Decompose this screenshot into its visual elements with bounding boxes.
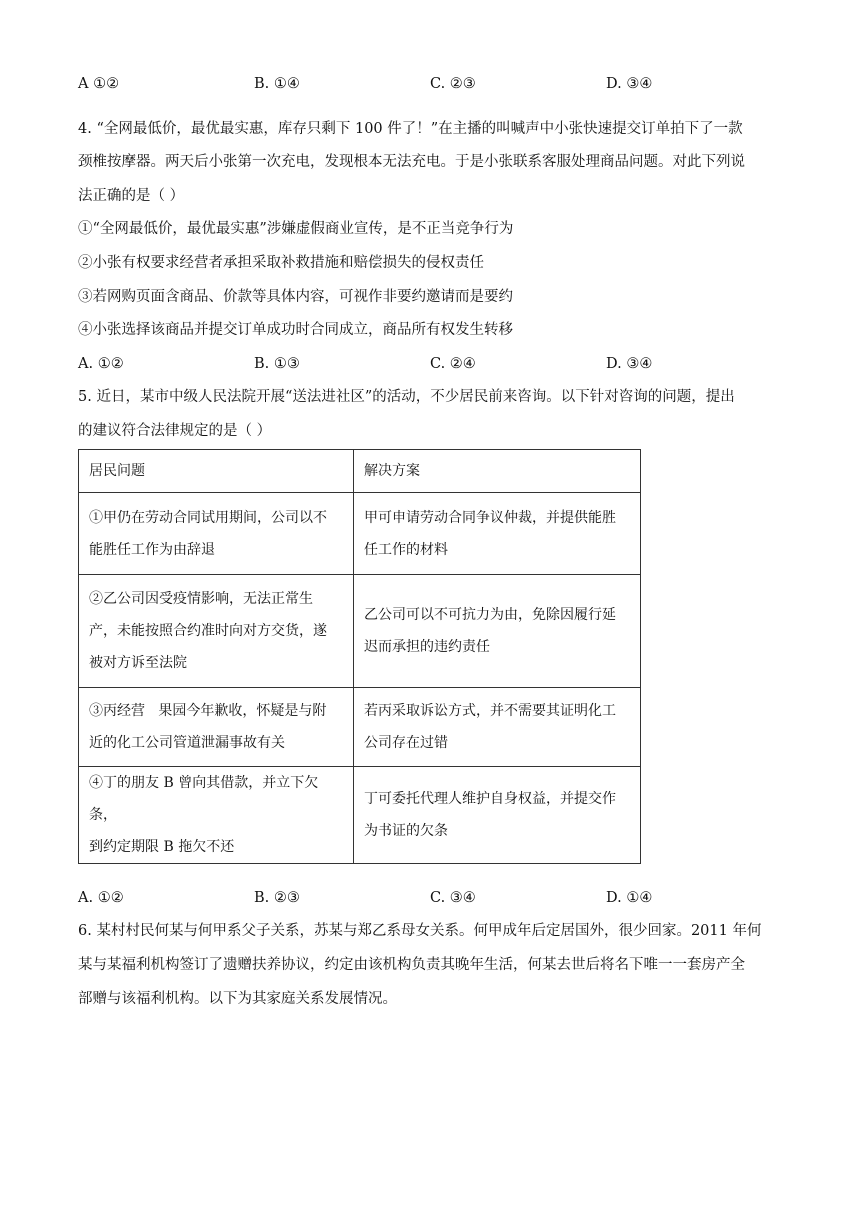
q4-statement-3: ③若网购页面含商品、价款等具体内容，可视作非要约邀请而是要约	[78, 289, 513, 305]
q3-option-c: C. ②③	[430, 76, 476, 92]
solution-cell	[354, 688, 641, 767]
cell-line: 乙公司可以不可抗力为由，免除因履行延	[364, 607, 616, 623]
q4-statement-4: ④小张选择该商品并提交订单成功时合同成立，商品所有权发生转移	[78, 322, 513, 338]
cell-line: 若丙采取诉讼方式，并不需要其证明化工	[364, 703, 616, 719]
cell-line: 到约定期限 B 拖欠不还	[89, 839, 235, 855]
cell-line: ④丁的朋友 B 曾向其借款，并立下欠条，	[89, 775, 319, 823]
cell-line: ②乙公司因受疫情影响，无法正常生	[89, 591, 313, 607]
table-header-row	[79, 450, 641, 493]
table-row	[79, 767, 641, 864]
legal-advice-table	[78, 449, 641, 864]
solution-cell	[354, 575, 641, 688]
q4-option-c: C. ②④	[430, 356, 476, 372]
cell-line: 近的化工公司管道泄漏事故有关	[89, 735, 285, 751]
problem-cell	[79, 767, 354, 864]
cell-line: ①甲仍在劳动合同试用期间，公司以不	[89, 509, 327, 526]
problem-cell	[79, 493, 354, 575]
table-header-problem: 居民问题	[79, 450, 354, 493]
q4-statement-2: ②小张有权要求经营者承担采取补救措施和赔偿损失的侵权责任	[78, 255, 484, 271]
q5-option-d: D. ①④	[606, 890, 653, 906]
solution-cell	[354, 493, 641, 575]
q4-stem-line: 4. “全网最低价，最优最实惠，库存只剩下 100 件了！”在主播的叫喊声中小张快速提交订单拍下了一款	[78, 121, 743, 137]
solution-cell	[354, 767, 641, 864]
q4-statement-1: ①“全网最低价，最优最实惠”涉嫌虚假商业宣传，是不正当竞争行为	[78, 221, 514, 237]
problem-cell	[79, 575, 354, 688]
cell-line: ③丙经营 果园今年歉收，怀疑是与附	[89, 703, 327, 719]
cell-line: 任工作的材料	[364, 541, 448, 558]
q5-option-b: B. ②③	[254, 890, 300, 906]
q3-option-a: A ①②	[78, 76, 120, 92]
table-header-solution: 解决方案	[354, 450, 641, 493]
problem-cell	[79, 688, 354, 767]
table-row	[79, 688, 641, 767]
cell-line: 公司存在过错	[364, 735, 448, 751]
cell-line: 产，未能按照合约准时向对方交货，遂	[89, 623, 327, 639]
q6-stem-line: 某与某福利机构签订了遗赠扶养协议，约定由该机构负责其晚年生活，何某去世后将名下唯一一套房产全	[78, 957, 745, 973]
table-row	[79, 575, 641, 688]
cell-line: 丁可委托代理人维护自身权益，并提交作	[364, 791, 616, 807]
cell-line: 迟而承担的违约责任	[364, 639, 490, 655]
q5-option-a: A. ①②	[78, 890, 124, 906]
q6-stem-line: 部赠与该福利机构。以下为其家庭关系发展情况。	[78, 991, 397, 1007]
q5-option-c: C. ③④	[430, 890, 476, 906]
q4-option-a: A. ①②	[78, 356, 124, 372]
q4-option-d: D. ③④	[606, 356, 653, 372]
q3-option-d: D. ③④	[606, 76, 653, 92]
q4-option-b: B. ①③	[254, 356, 300, 372]
cell-line: 能胜任工作为由辞退	[89, 541, 215, 558]
q3-option-b: B. ①④	[254, 76, 300, 92]
q6-stem-line: 6. 某村村民何某与何甲系父子关系，苏某与郑乙系母女关系。何甲成年后定居国外，很少回家。2011 年何	[78, 923, 762, 939]
table-row	[79, 493, 641, 575]
cell-line: 被对方诉至法院	[89, 655, 187, 671]
q4-stem-line: 颈椎按摩器。两天后小张第一次充电，发现根本无法充电。于是小张联系客服处理商品问题。对此下列说	[78, 154, 745, 170]
q4-stem-line: 法正确的是（ ）	[78, 188, 185, 204]
q5-stem-line: 的建议符合法律规定的是（ ）	[78, 423, 272, 439]
cell-line: 为书证的欠条	[364, 823, 448, 839]
q5-stem-line: 5. 近日，某市中级人民法院开展“送法进社区”的活动，不少居民前来咨询。以下针对咨询的问题，提出	[78, 389, 735, 405]
cell-line: 甲可申请劳动合同争议仲裁，并提供能胜	[364, 509, 616, 526]
